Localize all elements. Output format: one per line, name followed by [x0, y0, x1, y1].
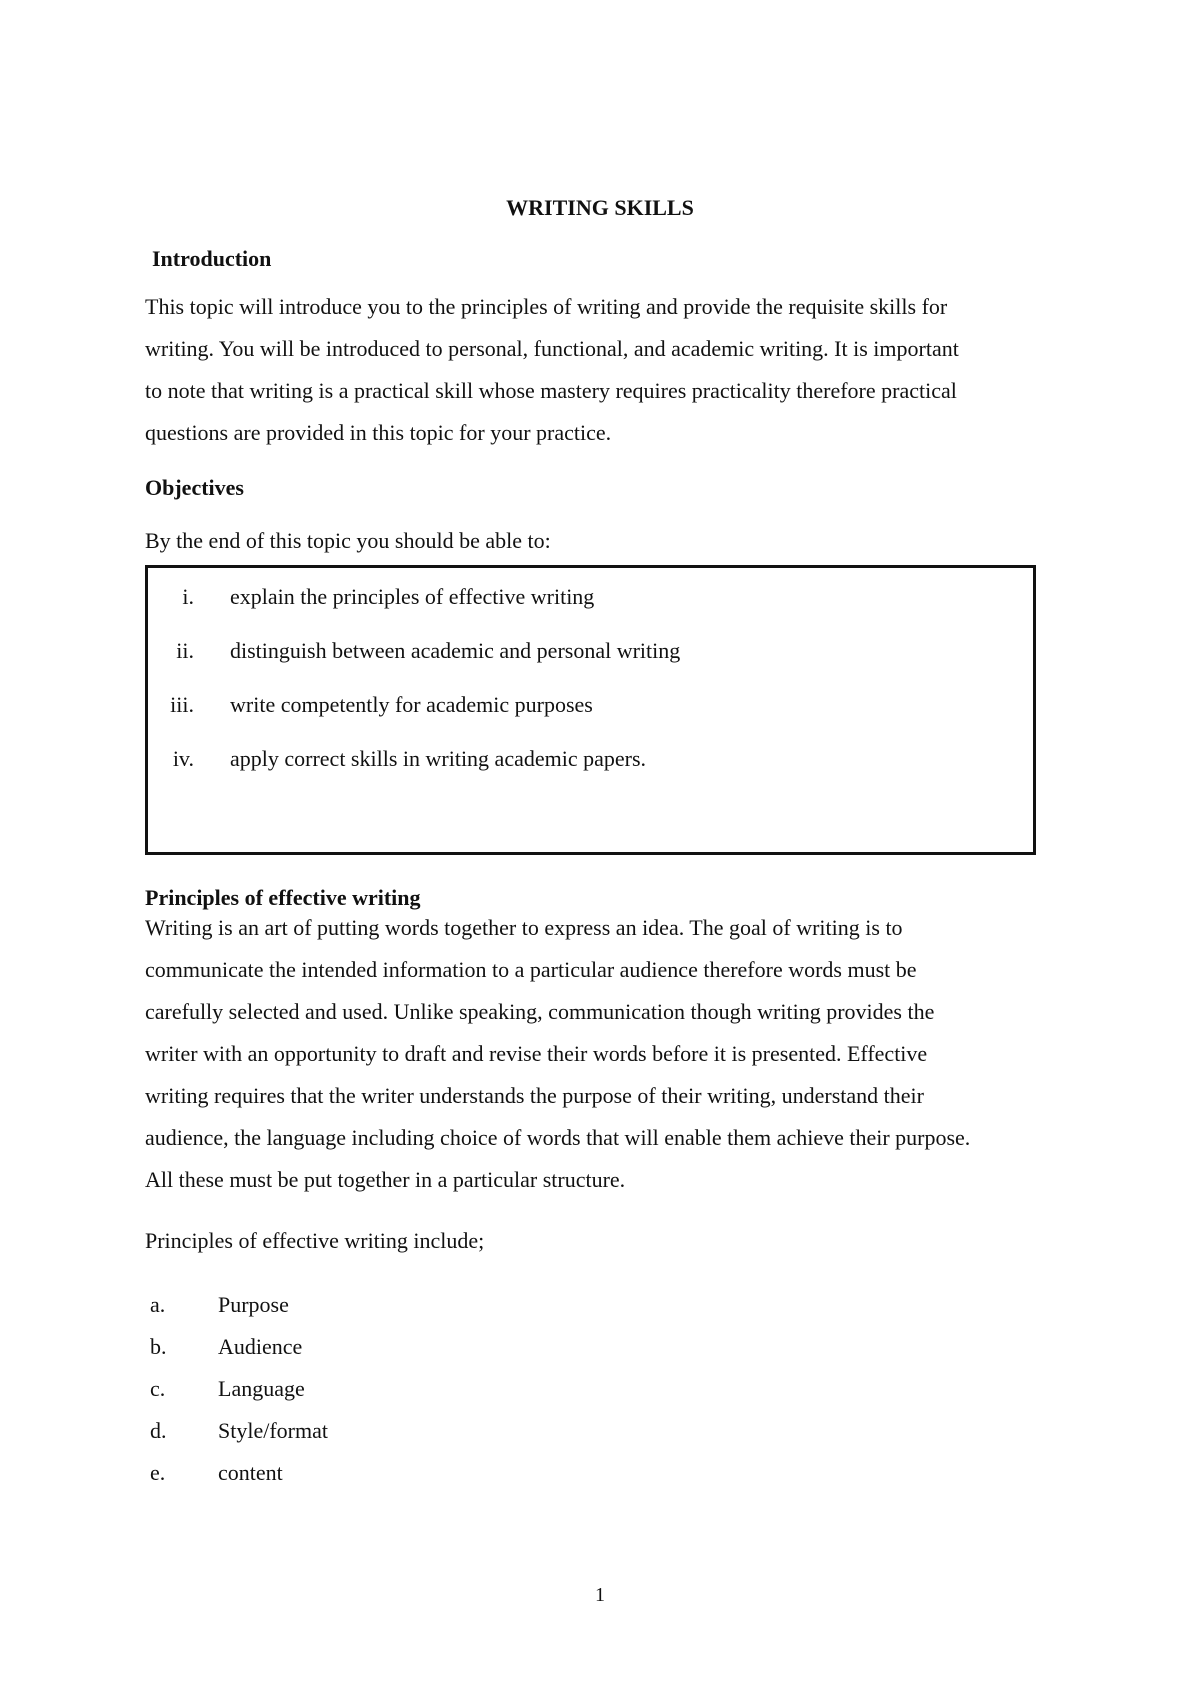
principles-heading: Principles of effective writing	[145, 885, 421, 910]
objective-item: explain the principles of effective writing	[230, 584, 595, 609]
principles-line: writer with an opportunity to draft and revise their words before it is presented. Effective	[145, 1041, 928, 1066]
principle-item: Language	[218, 1376, 305, 1401]
principles-line: Writing is an art of putting words together to express an idea. The goal of writing is to	[145, 915, 903, 940]
principle-item: Style/format	[218, 1418, 328, 1443]
principles-line: audience, the language including choice of words that will enable them achieve their purpose.	[145, 1125, 971, 1150]
page-title: WRITING SKILLS	[506, 195, 694, 220]
objective-item: apply correct skills in writing academic papers.	[230, 746, 647, 771]
principles-line: communicate the intended information to a particular audience therefore words must be	[145, 957, 917, 982]
principles-line: carefully selected and used. Unlike speaking, communication though writing provides the	[145, 999, 935, 1024]
objective-item: write competently for academic purposes	[230, 692, 593, 717]
principle-letter: b.	[150, 1334, 167, 1359]
introduction-heading: Introduction	[152, 246, 272, 271]
principle-item: Purpose	[218, 1292, 289, 1317]
principles-lead: Principles of effective writing include;	[145, 1228, 485, 1253]
intro-line: questions are provided in this topic for your practice.	[145, 420, 612, 445]
principle-letter: d.	[150, 1418, 167, 1443]
principle-item: Audience	[218, 1334, 303, 1359]
objectives-lead: By the end of this topic you should be able to:	[145, 528, 551, 553]
principle-letter: c.	[150, 1376, 166, 1401]
objective-number: i.	[182, 584, 194, 609]
principle-letter: e.	[150, 1460, 166, 1485]
objective-number: ii.	[176, 638, 194, 663]
principle-item: content	[218, 1460, 283, 1485]
principle-letter: a.	[150, 1292, 166, 1317]
page-number: 1	[595, 1584, 605, 1606]
principles-line: writing requires that the writer understands the purpose of their writing, understand their	[145, 1083, 924, 1108]
objective-number: iii.	[170, 692, 194, 717]
objective-item: distinguish between academic and personal writing	[230, 638, 681, 663]
objective-number: iv.	[172, 746, 194, 771]
intro-line: to note that writing is a practical skill whose mastery requires practicality therefore practical	[145, 378, 957, 403]
principles-line: All these must be put together in a particular structure.	[145, 1167, 626, 1192]
intro-line: writing. You will be introduced to personal, functional, and academic writing. It is important	[145, 336, 959, 361]
objectives-heading: Objectives	[145, 475, 244, 500]
intro-line: This topic will introduce you to the principles of writing and provide the requisite skills for	[145, 294, 948, 319]
